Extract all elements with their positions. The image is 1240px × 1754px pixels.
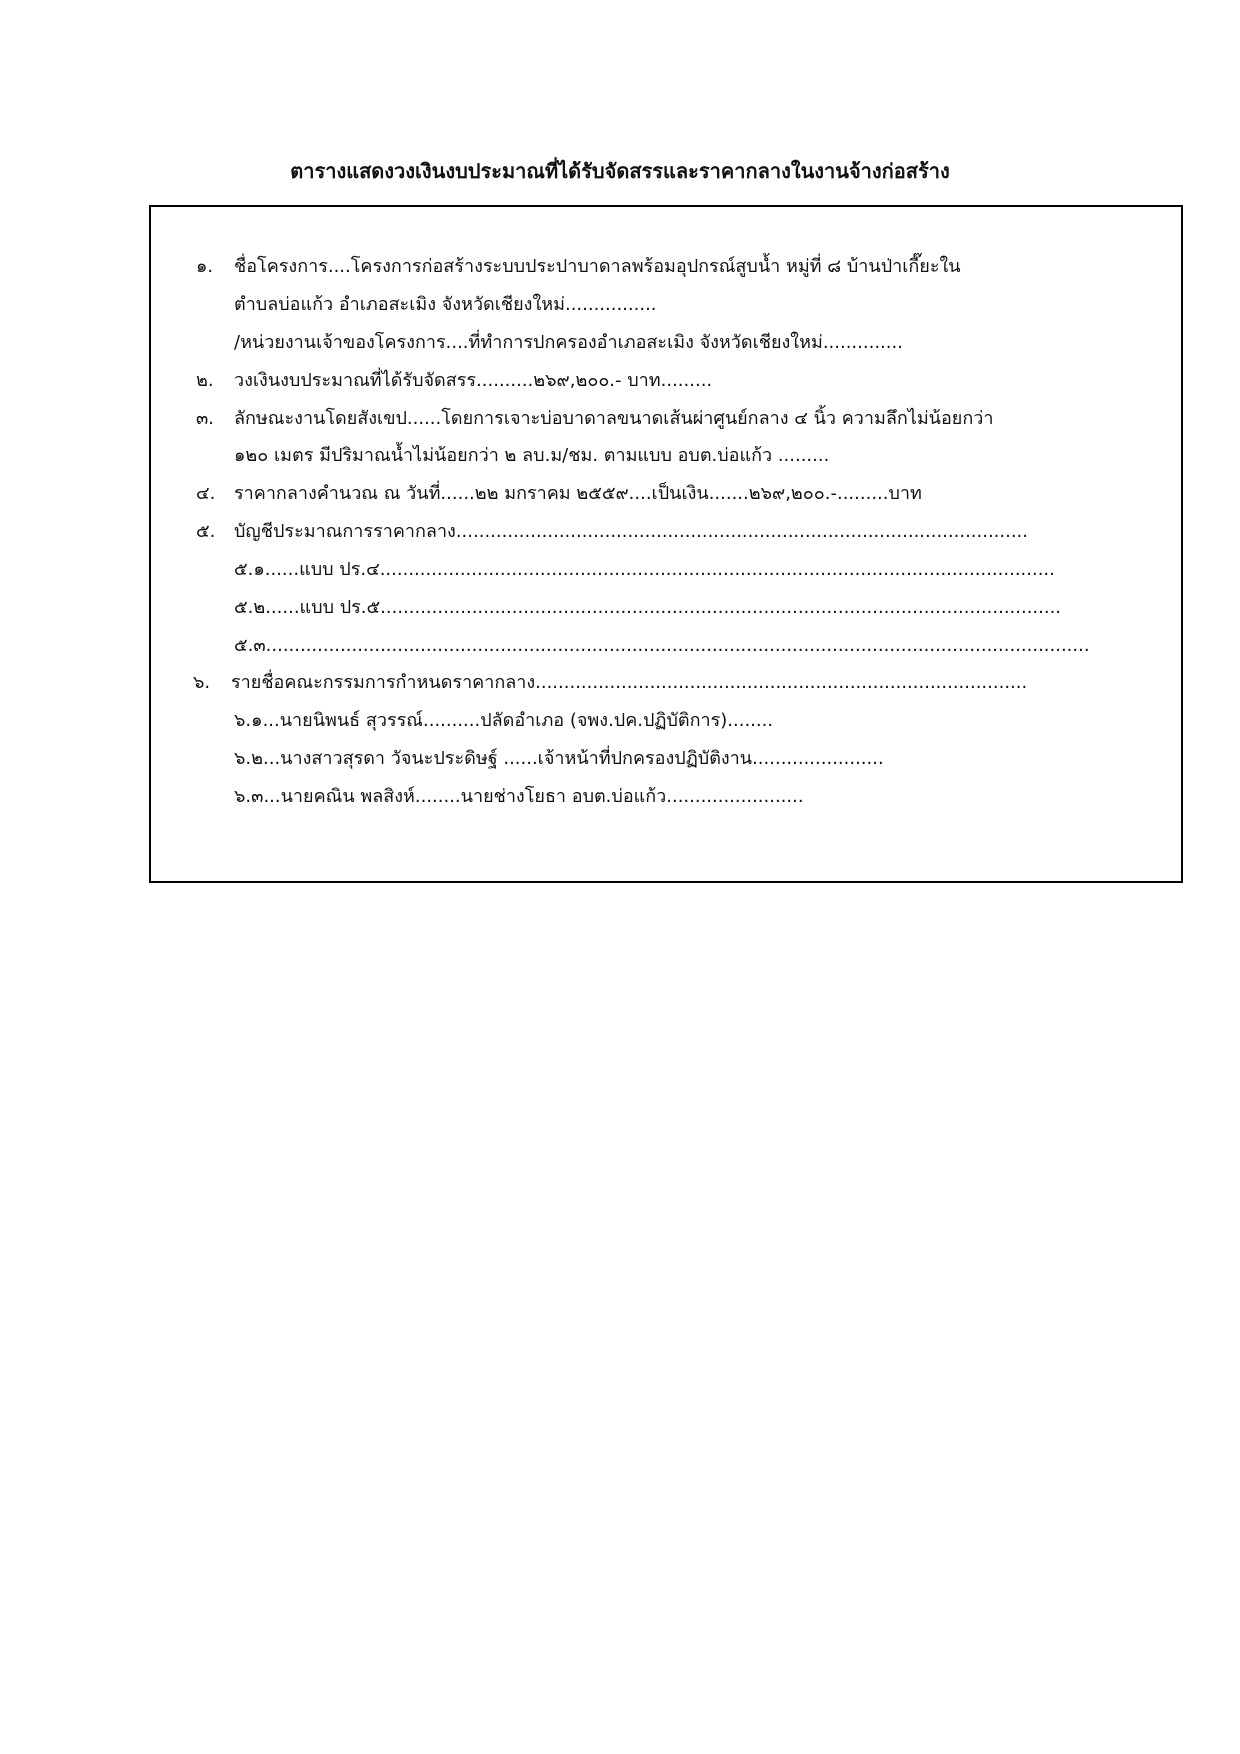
item-3-description-cont: ๑๒๐ เมตร มีปริมาณน้ำไม่น้อยกว่า ๒ ลบ.ม/ชม. ตามแบบ อบต.บ่อแก้ว ......... (234, 445, 830, 466)
document-title: ตารางแสดงวงเงินงบประมาณที่ได้รับจัดสรรและราคากลางในงานจ้างก่อสร้าง (290, 159, 950, 183)
item-5-number: ๕. (196, 521, 216, 542)
item-5-sub-1: ๕.๑......แบบ ปร.๔...................................................................................................................... (234, 559, 1055, 580)
item-6-member-2: ๖.๒...นางสาวสุรดา วัจนะประดิษฐ์ ......เจ้าหน้าที่ปกครองปฏิบัติงาน....................... (234, 748, 884, 769)
item-1-number: ๑. (196, 256, 214, 277)
item-1-project-name: ชื่อโครงการ....โครงการก่อสร้างระบบประปาบาดาลพร้อมอุปกรณ์สูบน้ำ หมู่ที่ ๘ บ้านป่าเกี๊ยะใน (234, 256, 961, 277)
item-1-location: ตำบลบ่อแก้ว อำเภอสะเมิง จังหวัดเชียงใหม่................ (234, 294, 657, 315)
item-5-sub-2: ๕.๒......แบบ ปร.๕....................................................................................................................... (234, 597, 1062, 618)
item-6-number: ๖. (193, 672, 211, 693)
item-3-number: ๓. (196, 408, 215, 429)
item-5-estimate-list: บัญชีประมาณการราคากลาง.................................................................................................... (234, 521, 1029, 542)
item-6-committee: รายชื่อคณะกรรมการกำหนดราคากลาง...................................................................................... (231, 672, 1028, 693)
item-2-budget: วงเงินงบประมาณที่ได้รับจัดสรร..........๒๖๙,๒๐๐.- บาท......... (234, 370, 713, 391)
item-5-sub-3: ๕.๓................................................................................................................................................ (234, 635, 1090, 656)
item-6-member-1: ๖.๑...นายนิพนธ์ สุวรรณ์..........ปลัดอำเภอ (จพง.ปค.ปฏิบัติการ)........ (234, 710, 774, 731)
item-4-median-price: ราคากลางคำนวณ ณ วันที่......๒๒ มกราคม ๒๕๕๙....เป็นเงิน.......๒๖๙,๒๐๐.-.........บาท (234, 483, 922, 504)
item-6-member-3: ๖.๓...นายคณิน พลสิงห์........นายช่างโยธา อบต.บ่อแก้ว........................ (234, 786, 804, 807)
item-1-owner-agency: /หน่วยงานเจ้าของโครงการ....ที่ทำการปกครองอำเภอสะเมิง จังหวัดเชียงใหม่.............. (234, 332, 903, 353)
item-4-number: ๔. (196, 483, 216, 504)
item-3-description: ลักษณะงานโดยสังเขป......โดยการเจาะบ่อบาดาลขนาดเส้นผ่าศูนย์กลาง ๔ นิ้ว ความลึกไม่น้อยกว่า (234, 408, 994, 429)
item-2-number: ๒. (196, 370, 214, 391)
